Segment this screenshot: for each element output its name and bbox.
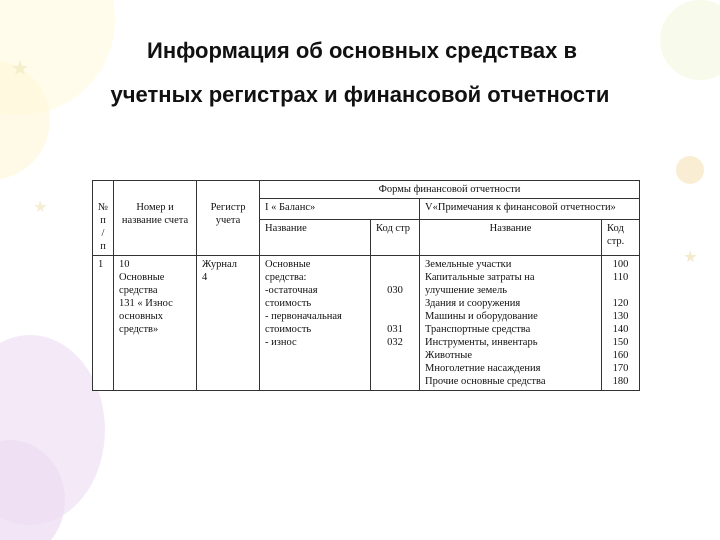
slide-title-line-2: учетных регистрах и финансовой отчетности	[110, 82, 610, 107]
row-register: Журнал 4	[197, 255, 260, 390]
col-header-register: Регистр учета	[197, 199, 260, 256]
group-header: Формы финансовой отчетности	[260, 181, 640, 199]
fixed-assets-table	[92, 180, 640, 391]
row-balance-names: Основные средства: -остаточная стоимость - первоначальная стоимость - износ	[260, 255, 371, 390]
name-header-1: Название	[260, 219, 371, 255]
col-header-number: № п / п	[93, 199, 114, 256]
row-balance-codes: 030 031 032	[371, 255, 420, 390]
code-header-1: Код стр	[371, 219, 420, 255]
row-notes-codes: 100 110 120 130 140 150 160 170 180	[602, 255, 640, 390]
col-header-account: Номер и название счета	[114, 199, 197, 256]
name-header-2: Название	[420, 219, 602, 255]
code-header-2: Код стр.	[602, 219, 640, 255]
form-5-header: V«Примечания к финансовой отчетности»	[420, 199, 640, 220]
row-number: 1	[93, 255, 114, 390]
row-account: 10 Основные средства 131 « Износ основных средств»	[114, 255, 197, 390]
form-1-header: I « Баланс»	[260, 199, 420, 220]
row-notes-names: Земельные участки Капитальные затраты на улучшение земель Здания и сооружения Машины и оборудование Транспортные средства Инструменты, инвентарь Животные Многолетние насаждения Прочие основные средства	[420, 255, 602, 390]
table-row	[93, 255, 640, 390]
slide-title-line-1: Информация об основных средствах в	[147, 38, 577, 63]
